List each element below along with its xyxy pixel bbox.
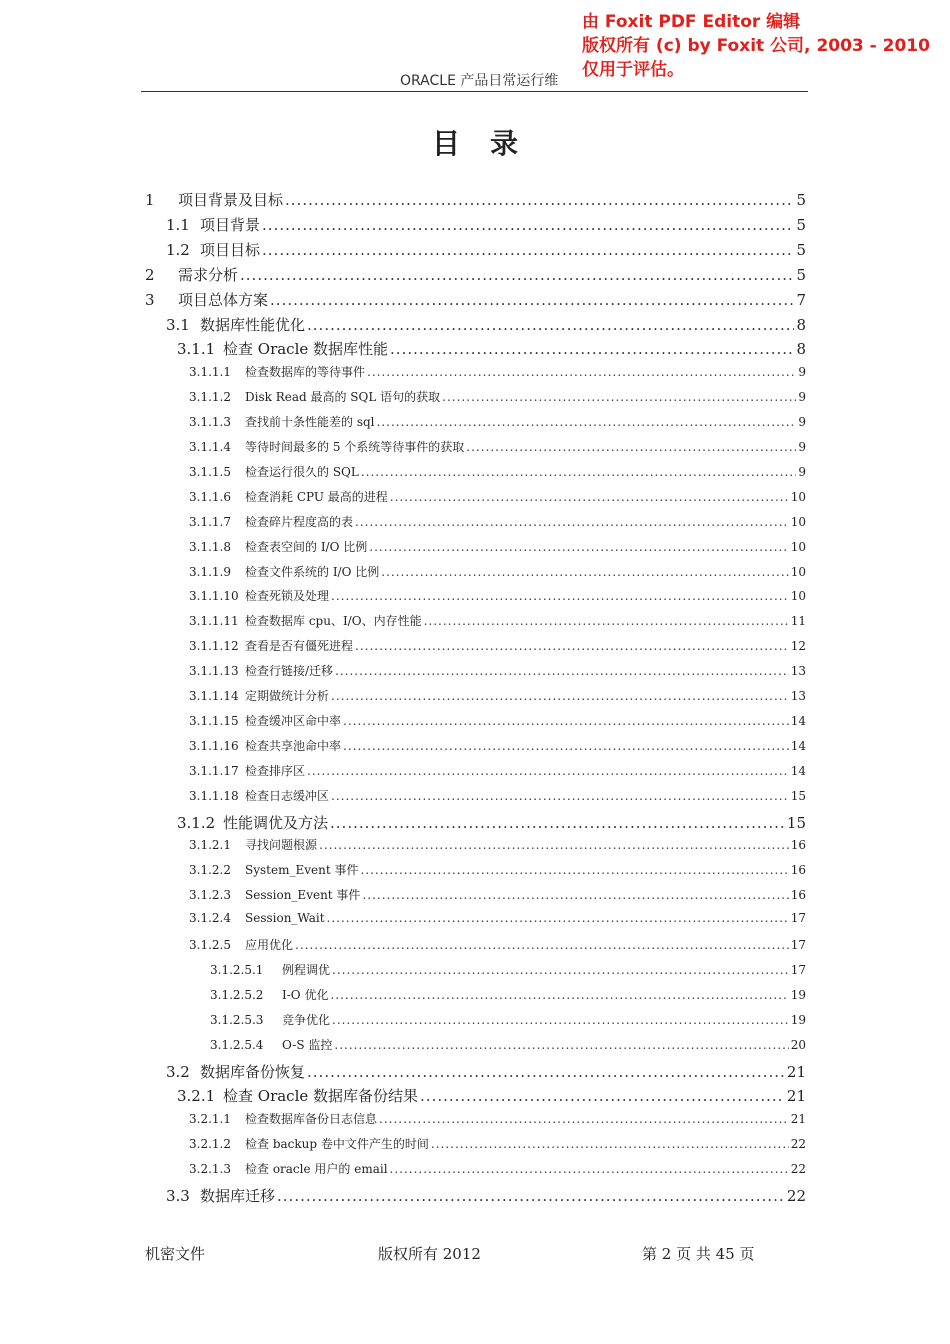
toc-entry-number: 3 <box>145 290 155 309</box>
toc-entry-page: 10 <box>790 564 806 579</box>
toc-entry[interactable] <box>189 637 806 654</box>
toc-entry-page: 9 <box>798 415 806 430</box>
toc-entry-number: 2 <box>145 265 155 284</box>
toc-entry-title: 检查排序区 <box>245 763 306 778</box>
toc-entry-page: 10 <box>790 539 806 554</box>
toc-entry-page: 10 <box>790 589 806 604</box>
toc-entry[interactable] <box>189 538 806 555</box>
toc-dot-leader <box>355 639 789 653</box>
header-divider <box>141 91 808 92</box>
toc-entry-number: 3.1.2 <box>177 813 216 832</box>
toc-entry-number: 3.1.1.12 <box>189 639 239 654</box>
toc-entry[interactable] <box>189 861 806 878</box>
toc-entry[interactable] <box>189 388 806 405</box>
toc-entry[interactable] <box>189 886 806 903</box>
toc-entry[interactable] <box>189 463 806 480</box>
toc-entry[interactable] <box>189 662 806 679</box>
toc-dot-leader <box>331 789 789 803</box>
toc-entry-page: 13 <box>790 664 806 679</box>
toc-entry-page: 17 <box>790 962 806 977</box>
toc-entry[interactable] <box>189 787 806 804</box>
toc-entry[interactable] <box>189 513 806 530</box>
toc-entry-page: 17 <box>790 911 806 926</box>
toc-entry-title: 检查共享池命中率 <box>245 738 342 753</box>
toc-dot-leader <box>420 1087 785 1105</box>
toc-dot-leader <box>377 415 797 429</box>
toc-entry-title: Session_Event 事件 <box>245 888 361 903</box>
toc-entry-page: 9 <box>798 464 806 479</box>
toc-dot-leader <box>390 490 789 504</box>
toc-entry-title: Disk Read 最高的 SQL 语句的获取 <box>245 390 441 405</box>
toc-entry-title: 检查数据库的等待事件 <box>245 365 366 380</box>
toc-dot-leader <box>307 764 789 778</box>
toc-entry-number: 3.2.1.1 <box>189 1112 231 1127</box>
toc-dot-leader <box>270 291 794 309</box>
toc-dot-leader <box>360 863 788 877</box>
toc-entry-page: 19 <box>790 1012 806 1027</box>
toc-entry-title: 查找前十条性能差的 sql <box>245 415 375 430</box>
toc-entry-number: 3.3 <box>166 1187 190 1205</box>
toc-entry-number: 3.1.2.5.3 <box>210 1012 264 1027</box>
toc-entry-title: 项目目标 <box>200 240 261 259</box>
toc-dot-leader <box>262 241 794 259</box>
toc-entry-number: 3.2 <box>166 1062 190 1081</box>
toc-entry-number: 1 <box>145 191 155 209</box>
toc-entry-number: 3.1.2.5.4 <box>210 1037 264 1052</box>
toc-entry[interactable] <box>189 687 806 704</box>
toc-entry[interactable] <box>177 338 806 359</box>
toc-entry-page: 5 <box>796 191 806 209</box>
watermark-line-1: 由 Foxit PDF Editor 编辑 <box>582 12 801 32</box>
toc-entry-title: 检查行链接/迁移 <box>245 664 334 679</box>
toc-entry-title: 寻找问题根源 <box>245 838 318 853</box>
toc-dot-leader <box>343 714 789 728</box>
toc-entry-number: 3.1.2.5.1 <box>210 962 264 977</box>
toc-entry[interactable] <box>189 836 806 853</box>
toc-entry-page: 16 <box>790 863 806 878</box>
toc-entry-page: 8 <box>796 315 806 334</box>
toc-dot-leader <box>431 1137 789 1151</box>
toc-dot-leader <box>424 614 789 628</box>
toc-entry-page: 15 <box>786 813 806 832</box>
toc-entry[interactable] <box>166 239 806 260</box>
toc-entry-page: 16 <box>790 888 806 903</box>
toc-entry-page: 21 <box>786 1062 806 1081</box>
toc-entry-title: O-S 监控 <box>282 1037 333 1052</box>
footer-copyright: 版权所有 2012 <box>378 1245 481 1263</box>
toc-entry-title: 需求分析 <box>178 265 239 284</box>
toc-entry[interactable] <box>177 1085 806 1106</box>
toc-entry[interactable] <box>145 289 806 310</box>
toc-dot-leader <box>330 814 785 832</box>
toc-entry[interactable] <box>189 762 806 779</box>
toc-entry-title: 项目背景及目标 <box>178 191 284 209</box>
toc-dot-leader <box>307 1063 785 1081</box>
toc-entry-number: 3.1.2.5 <box>189 938 231 952</box>
toc-entry-number: 3.1.1.8 <box>189 539 231 554</box>
toc-entry-number: 3.2.1 <box>177 1087 216 1106</box>
toc-entry-page: 13 <box>790 689 806 703</box>
toc-entry-page: 10 <box>790 514 806 529</box>
toc-dot-leader <box>343 739 789 753</box>
toc-entry-number: 3.1.1.2 <box>189 390 231 405</box>
toc-entry-page: 9 <box>798 365 806 380</box>
toc-entry[interactable] <box>210 1036 806 1053</box>
toc-entry-title: 例程调优 <box>282 962 331 977</box>
toc-dot-leader <box>390 1162 789 1176</box>
toc-entry[interactable] <box>189 612 806 629</box>
toc-entry-page: 15 <box>790 788 806 803</box>
toc-entry-title: 等待时间最多的 5 个系统等待事件的获取 <box>245 440 465 454</box>
toc-entry-page: 11 <box>790 614 806 629</box>
toc-dot-leader <box>390 340 794 358</box>
toc-entry-title: 检查 Oracle 数据库性能 <box>223 340 389 359</box>
toc-dot-leader <box>277 1187 785 1205</box>
toc-entry-number: 3.1.2.5.2 <box>210 987 264 1002</box>
toc-entry-title: System_Event 事件 <box>245 863 359 878</box>
toc-entry-number: 3.1.1.6 <box>189 489 231 504</box>
toc-entry-title: 检查数据库备份日志信息 <box>245 1112 378 1127</box>
toc-entry-number: 3.1.2.1 <box>189 838 231 853</box>
toc-entry-number: 3.2.1.3 <box>189 1162 231 1177</box>
toc-entry-number: 3.1.1.15 <box>189 713 239 728</box>
toc-entry-page: 14 <box>790 763 806 778</box>
toc-dot-leader <box>369 540 788 554</box>
toc-entry-page: 16 <box>790 838 806 853</box>
toc-entry-number: 3.1 <box>166 315 190 334</box>
toc-entry-page: 22 <box>790 1162 806 1177</box>
toc-entry-number: 3.1.2.4 <box>189 911 231 926</box>
toc-entry[interactable] <box>189 413 806 430</box>
toc-entry-number: 3.1.1.16 <box>189 738 239 753</box>
toc-entry-title: 检查数据库 cpu、I/O、内存性能 <box>245 614 422 629</box>
toc-entry-page: 9 <box>798 440 806 454</box>
toc-entry-page: 5 <box>796 240 806 259</box>
toc-dot-leader <box>332 963 789 977</box>
toc-entry-number: 3.1.1.10 <box>189 589 239 604</box>
toc-entry-number: 3.1.1.17 <box>189 763 239 778</box>
toc-dot-leader <box>331 589 789 603</box>
toc-entry-page: 19 <box>790 987 806 1002</box>
page-title: 目录 <box>431 127 548 160</box>
toc-dot-leader <box>466 440 796 454</box>
toc-entry-number: 3.2.1.2 <box>189 1137 231 1152</box>
toc-entry-page: 8 <box>796 340 806 359</box>
toc-entry-number: 3.1.1.4 <box>189 440 231 454</box>
toc-entry-title: 检查 backup 卷中文件产生的时间 <box>245 1137 429 1152</box>
toc-entry-title: 数据库备份恢复 <box>200 1062 306 1081</box>
toc-entry-number: 3.1.1.7 <box>189 514 231 529</box>
toc-entry[interactable] <box>166 214 806 235</box>
toc-entry[interactable] <box>189 488 806 505</box>
toc-entry-title: 检查消耗 CPU 最高的进程 <box>245 489 388 504</box>
toc-entry-title: 检查 Oracle 数据库备份结果 <box>223 1087 419 1106</box>
toc-entry-page: 20 <box>790 1037 806 1052</box>
toc-entry-page: 14 <box>790 738 806 753</box>
toc-entry-number: 1.2 <box>166 240 190 259</box>
toc-entry-page: 21 <box>790 1112 806 1127</box>
toc-entry[interactable] <box>166 1061 806 1082</box>
toc-dot-leader <box>262 216 794 234</box>
toc-entry-title: 检查日志缓冲区 <box>245 788 330 803</box>
toc-dot-leader <box>367 365 796 379</box>
toc-entry-title: 查看是否有僵死进程 <box>245 639 354 654</box>
toc-dot-leader <box>361 465 797 479</box>
toc-entry[interactable] <box>166 1185 806 1206</box>
toc-dot-leader <box>319 838 789 852</box>
toc-dot-leader <box>327 911 789 925</box>
toc-entry-page: 22 <box>790 1137 806 1152</box>
toc-entry-title: 数据库迁移 <box>200 1187 276 1205</box>
toc-dot-leader <box>379 1112 789 1126</box>
toc-entry-page: 5 <box>796 215 806 234</box>
toc-entry[interactable] <box>145 264 806 285</box>
toc-entry[interactable] <box>145 189 806 210</box>
toc-entry[interactable] <box>189 911 806 925</box>
toc-entry[interactable] <box>189 438 806 455</box>
toc-entry-title: 检查文件系统的 I/O 比例 <box>245 564 380 579</box>
toc-dot-leader <box>355 515 789 529</box>
toc-dot-leader <box>240 266 794 284</box>
toc-entry-title: 检查运行很久的 SQL <box>245 464 359 479</box>
running-header: ORACLE 产品日常运行维 <box>400 73 559 89</box>
toc-entry-number: 1.1 <box>166 215 190 234</box>
toc-entry-number: 3.1.1.14 <box>189 689 239 703</box>
toc-entry[interactable] <box>177 812 806 833</box>
toc-entry[interactable] <box>189 563 806 580</box>
toc-entry-title: 项目总体方案 <box>178 290 269 309</box>
footer-page-number: 第 2 页 共 45 页 <box>642 1245 755 1263</box>
toc-entry-number: 3.1.1.11 <box>189 614 239 629</box>
watermark-line-3: 仅用于评估。 <box>582 60 684 80</box>
toc-dot-leader <box>332 1013 789 1027</box>
toc-entry-page: 22 <box>786 1187 806 1205</box>
toc-entry-page: 12 <box>790 639 806 654</box>
toc-entry-number: 3.1.2.2 <box>189 863 231 878</box>
toc-entry-title: 项目背景 <box>200 215 261 234</box>
toc-entry-number: 3.1.2.3 <box>189 888 231 903</box>
toc-entry-page: 5 <box>796 265 806 284</box>
toc-entry-title: 性能调优及方法 <box>223 813 329 832</box>
toc-entry-number: 3.1.1 <box>177 340 216 359</box>
toc-dot-leader <box>362 888 788 902</box>
toc-dot-leader <box>381 565 788 579</box>
toc-dot-leader <box>330 988 788 1002</box>
toc-entry[interactable] <box>189 712 806 729</box>
toc-entry[interactable] <box>210 986 806 1003</box>
toc-entry-page: 21 <box>786 1087 806 1106</box>
toc-entry-title: I-O 优化 <box>282 987 329 1002</box>
toc-entry-page: 7 <box>796 290 806 309</box>
toc-entry-page: 17 <box>790 938 806 952</box>
toc-entry-number: 3.1.1.3 <box>189 415 231 430</box>
toc-entry-page: 14 <box>790 713 806 728</box>
toc-entry-title: 检查碎片程度高的表 <box>245 514 354 529</box>
toc-dot-leader <box>334 1038 788 1052</box>
toc-dot-leader <box>331 689 789 703</box>
toc-entry-title: 检查缓冲区命中率 <box>245 713 342 728</box>
toc-entry[interactable] <box>189 936 806 953</box>
toc-entry[interactable] <box>189 363 806 380</box>
toc-entry[interactable] <box>210 1011 806 1028</box>
toc-entry[interactable] <box>189 1135 806 1152</box>
footer-confidential: 机密文件 <box>145 1245 206 1263</box>
toc-entry[interactable] <box>189 1110 806 1127</box>
toc-entry[interactable] <box>189 587 806 604</box>
watermark-line-2: 版权所有 (c) by Foxit 公司, 2003 - 2010 <box>582 36 930 56</box>
toc-entry[interactable] <box>210 961 806 978</box>
toc-entry-title: Session_Wait <box>245 911 325 926</box>
toc-dot-leader <box>442 390 796 404</box>
toc-entry-title: 检查表空间的 I/O 比例 <box>245 539 368 554</box>
toc-entry-page: 10 <box>790 489 806 504</box>
toc-entry-number: 3.1.1.13 <box>189 664 239 679</box>
toc-entry-title: 数据库性能优化 <box>200 315 306 334</box>
toc-dot-leader <box>295 938 789 952</box>
foxit-watermark <box>582 10 930 82</box>
toc-entry-title: 应用优化 <box>245 938 294 952</box>
toc-entry-title: 检查死锁及处理 <box>245 589 330 604</box>
toc-entry-number: 3.1.1.9 <box>189 564 231 579</box>
toc-entry-number: 3.1.1.1 <box>189 365 231 380</box>
toc-entry[interactable] <box>189 1160 806 1177</box>
toc-entry-number: 3.1.1.5 <box>189 464 231 479</box>
toc-entry[interactable] <box>166 314 806 335</box>
toc-dot-leader <box>285 191 794 209</box>
toc-dot-leader <box>335 664 789 678</box>
toc-entry-page: 9 <box>798 390 806 405</box>
toc-entry-title: 竞争优化 <box>282 1012 331 1027</box>
toc-entry-title: 检查 oracle 用户的 email <box>245 1162 388 1177</box>
toc-entry-number: 3.1.1.18 <box>189 788 239 803</box>
toc-entry[interactable] <box>189 737 806 754</box>
toc-entry-title: 定期做统计分析 <box>245 689 330 703</box>
toc-dot-leader <box>307 316 794 334</box>
